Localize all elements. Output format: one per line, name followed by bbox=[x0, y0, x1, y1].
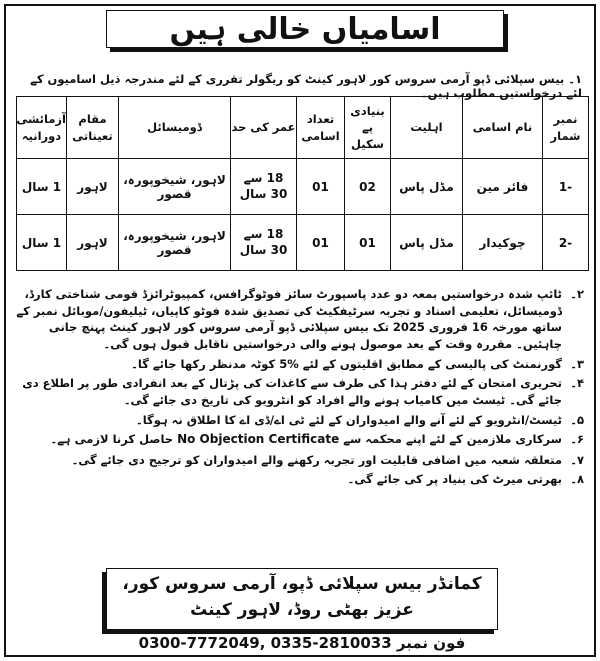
office-line-2: عزیز بھٹی روڈ، لاہور کینٹ bbox=[190, 600, 414, 621]
cell-count: 01 bbox=[297, 215, 345, 271]
cell-probation: 1 سال bbox=[17, 215, 67, 271]
clause-item: ۸۔ بھرتی میرٹ کی بنیاد پر کی جائے گی۔ bbox=[347, 472, 584, 487]
clause-item: ۶۔ سرکاری ملازمین کے لئے اپنے محکمہ سے No Objection Certificate حاصل کرنا لازمی ہے۔ bbox=[50, 432, 584, 447]
header-qualification: اہلیت bbox=[391, 97, 463, 159]
table-row bbox=[17, 159, 589, 215]
vacancy-table bbox=[16, 96, 589, 271]
cell-count: 01 bbox=[297, 159, 345, 215]
noc-english: No Objection Certificate bbox=[177, 432, 340, 447]
ad-title: اسامیاں خالی ہیں bbox=[106, 10, 504, 48]
age-from: 18 سے bbox=[243, 170, 284, 185]
cell-probation: 1 سال bbox=[17, 159, 67, 215]
clause-item: ۳۔ گورنمنٹ کی پالیسی کے مطابق اقلیتوں کے لئے %5 کوٹہ مدنظر رکھا جائے گا۔ bbox=[131, 356, 584, 371]
clause-item: ۷۔ متعلقہ شعبہ میں اضافی قابلیت اور تجربہ رکھنے والے امیدواران کو ترجیح دی جائے گی۔ bbox=[71, 452, 584, 467]
phone-numbers: 0300-7772049, 0335-2810033 bbox=[138, 634, 392, 652]
cell-post: چوکیدار bbox=[463, 215, 543, 271]
cell-domicile: لاہور، شیخوپورہ، قصور bbox=[119, 159, 231, 215]
advertisement-page bbox=[4, 4, 596, 657]
cell-station: لاہور bbox=[67, 215, 119, 271]
cell-bps: 02 bbox=[345, 159, 391, 215]
cell-bps: 01 bbox=[345, 215, 391, 271]
issuing-office-box bbox=[106, 568, 498, 630]
header-count: تعداد اسامی bbox=[297, 97, 345, 159]
header-probation: آزمائشی دورانیہ bbox=[17, 97, 67, 159]
cell-qualification: مڈل پاس bbox=[391, 159, 463, 215]
header-domicile: ڈومیسائل bbox=[119, 97, 231, 159]
table-header-row bbox=[17, 97, 589, 159]
header-station: مقام تعیناتی bbox=[67, 97, 119, 159]
cell-qualification: مڈل پاس bbox=[391, 215, 463, 271]
header-bps: بنیادی پے سکیل bbox=[345, 97, 391, 159]
intro-number: ۱۔ bbox=[568, 72, 582, 86]
office-line-1: کمانڈر بیس سپلائی ڈپو، آرمی سروس کور، bbox=[122, 574, 482, 594]
cell-station: لاہور bbox=[67, 159, 119, 215]
age-from: 18 سے bbox=[243, 226, 284, 241]
cell-sno: 2- bbox=[543, 215, 589, 271]
noc-text-after: حاصل کرنا لازمی ہے۔ bbox=[50, 432, 178, 447]
header-age: عمر کی حد bbox=[231, 97, 297, 159]
cell-domicile: لاہور، شیخوپورہ، قصور bbox=[119, 215, 231, 271]
intro-text: بیس سپلائی ڈپو آرمی سروس کور لاہور کینٹ کو ریگولر تقرری کے لئے مندرجہ ذیل اسامیوں کے لئے درخواستیں مطلوب ہیں۔ bbox=[30, 72, 582, 100]
clause-item: ۴۔ تحریری امتحان کے لئے دفتر ہذا کی طرف سے کاغذات کی پڑتال کے بعد انفرادی طور پر اطلاع دی جائے گی۔ ٹیسٹ میں کامیاب ہونے والے افراد کو انٹرویو کی تاریخ دی جائے گی۔ bbox=[22, 376, 584, 408]
cell-age bbox=[231, 159, 297, 215]
phone-line bbox=[16, 634, 588, 658]
cell-sno: 1- bbox=[543, 159, 589, 215]
clause-item: ۲۔ ٹائپ شدہ درخواستیں بمعہ دو عدد پاسپورٹ سائز فوٹوگرافس، کمپیوٹرائزڈ قومی شناختی کارڈ، ڈومیسائل، تعلیمی اسناد و تجربہ سرٹیفکیٹ کی تصدیق شدہ فوٹو کاپیاں، ٹیلیفون/موبائل نمبر کے ساتھ مورخہ 16 فروری 2025 تک بیس سپلائی ڈپو آرمی سروس کور لاہور کینٹ پہنچ جانی چاہئیں۔ مقررہ وقت کے بعد موصول ہونے والی درخواستیں ناقابل قبول ہوں گی۔ bbox=[16, 287, 584, 352]
header-sno: نمبر شمار bbox=[543, 97, 589, 159]
noc-text-before: سرکاری ملازمین کے لئے اپنے محکمہ سے bbox=[339, 432, 562, 447]
header-post: نام اسامی bbox=[463, 97, 543, 159]
clause-item: ۵۔ ٹیسٹ/انٹرویو کے لئے آنے والے امیدواران کے لئے ٹی اے/ڈی اے کا اطلاق نہ ہوگا۔ bbox=[135, 412, 584, 427]
cell-post: فائر مین bbox=[463, 159, 543, 215]
age-to: 30 سال bbox=[239, 242, 288, 257]
phone-label: فون نمبر bbox=[396, 634, 466, 652]
age-to: 30 سال bbox=[239, 186, 288, 201]
terms-list bbox=[12, 286, 584, 491]
cell-age bbox=[231, 215, 297, 271]
table-row bbox=[17, 215, 589, 271]
